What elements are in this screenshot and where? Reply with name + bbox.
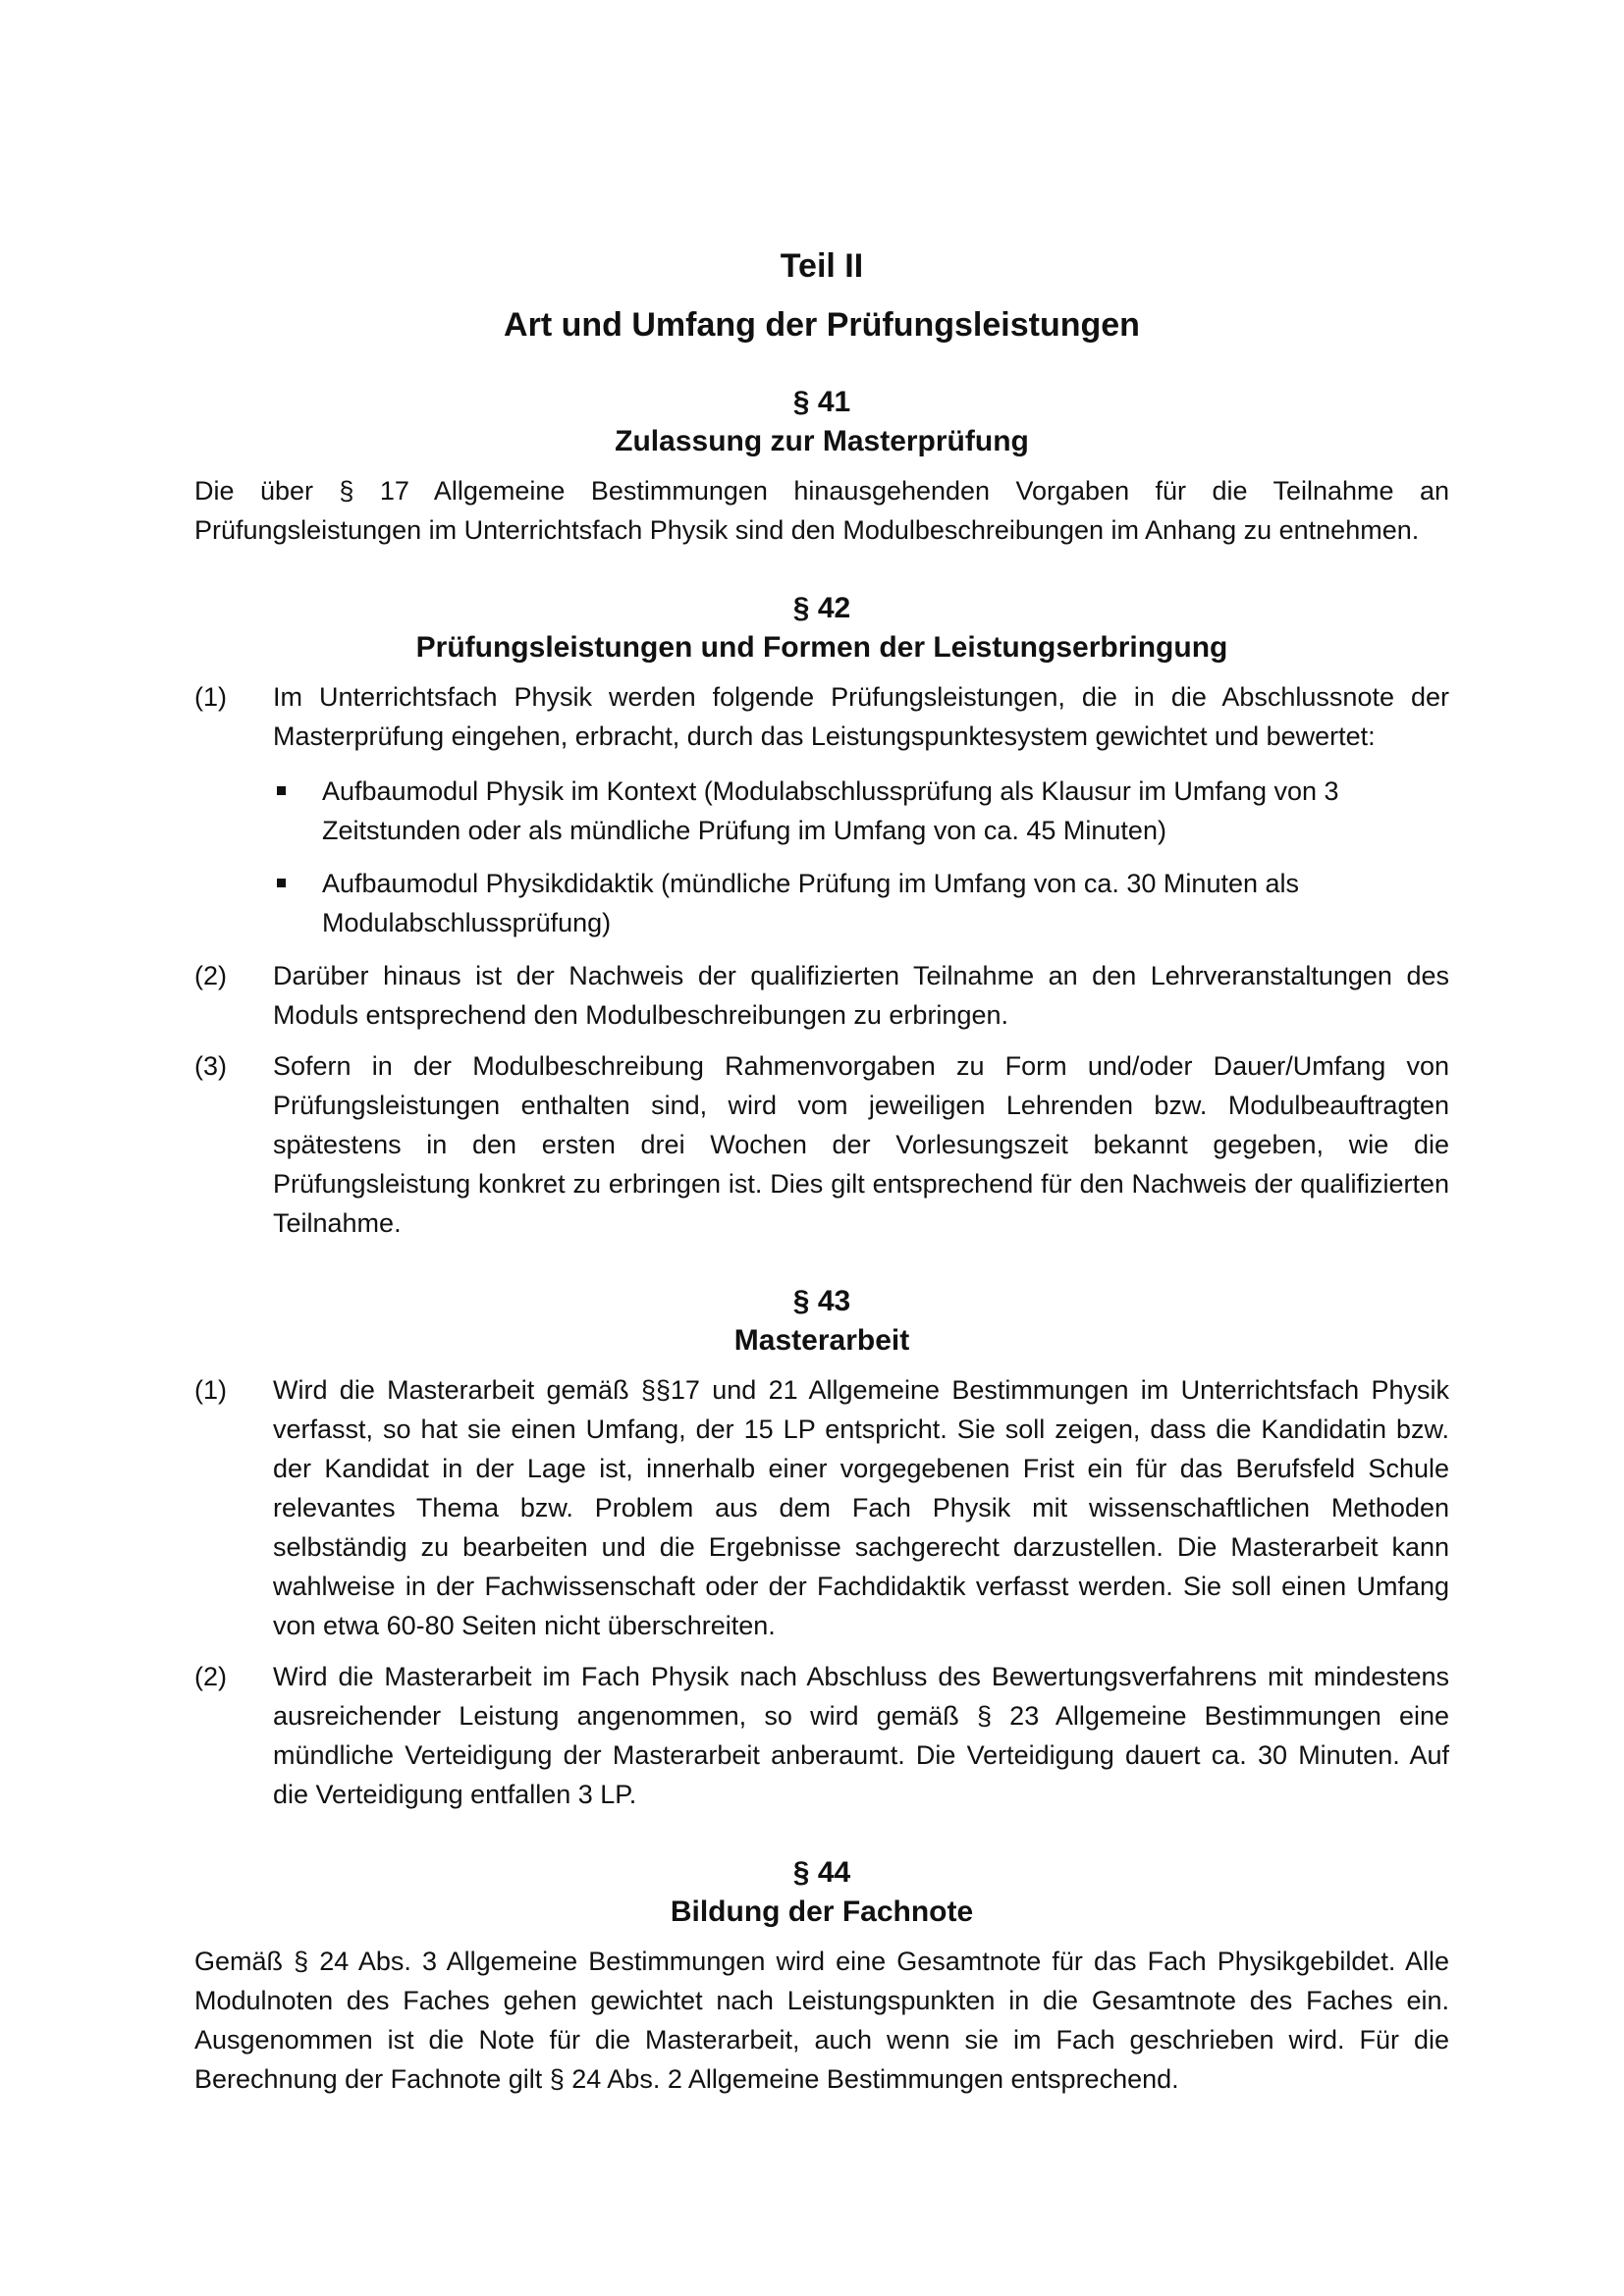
item-number: (2) — [194, 1662, 227, 1691]
section-title: Prüfungsleistungen und Formen der Leistungserbringung — [415, 631, 1228, 664]
bullet-item — [273, 864, 1449, 942]
item-text: Darüber hinaus ist der Nachweis der qualifizierten Teilnahme an den Lehrveranstaltungen des Moduls entsprechend den Modulbeschreibungen zu erbringen. — [273, 961, 1449, 1030]
section-42 — [194, 589, 1449, 1243]
numbered-list — [194, 677, 1449, 756]
document-page — [194, 245, 1449, 2099]
section-title: Zulassung zur Masterprüfung — [615, 425, 1029, 457]
section-paragraph: Die über § 17 Allgemeine Bestimmungen hinausgehenden Vorgaben für die Teilnahme an Prüfungsleistungen im Unterrichtsfach Physik sind den Modulbeschreibungen im Anhang zu entnehmen. — [194, 476, 1449, 545]
section-41 — [194, 383, 1449, 550]
numbered-list — [194, 956, 1449, 1243]
list-item — [194, 677, 1449, 756]
section-number: § 43 — [792, 1285, 851, 1317]
item-text: Wird die Masterarbeit im Fach Physik nach Abschluss des Bewertungsverfahrens mit mindestens ausreichender Leistung angenommen, so wird gemäß § 23 Allgemeine Bestimmungen eine mündliche Verteidigung der Masterarbeit anberaumt. Die Verteidigung dauert ca. 30 Minuten. Auf die Verteidigung entfallen 3 LP. — [273, 1662, 1449, 1809]
item-number: (1) — [194, 1375, 227, 1405]
bullet-text: Aufbaumodul Physikdidaktik (mündliche Prüfung im Umfang von ca. 30 Minuten als Modulabschlussprüfung) — [322, 869, 1300, 937]
part-subtitle: Art und Umfang der Prüfungsleistungen — [504, 306, 1140, 344]
list-item — [194, 956, 1449, 1035]
item-text: Sofern in der Modulbeschreibung Rahmenvorgaben zu Form und/oder Dauer/Umfang von Prüfungsleistungen enthalten sind, wird vom jeweiligen Lehrenden bzw. Modulbeauftragten spätestens in den ersten drei Wochen der Vorlesungszeit bekannt gegeben, wie die Prüfungsleistung konkret zu erbringen ist. Dies gilt entsprechend für den Nachweis der qualifizierten Teilnahme. — [273, 1051, 1449, 1238]
section-title: Bildung der Fachnote — [670, 1896, 974, 1928]
list-item — [194, 1370, 1449, 1645]
item-number: (2) — [194, 961, 227, 990]
numbered-list — [194, 1370, 1449, 1814]
section-paragraph: Gemäß § 24 Abs. 3 Allgemeine Bestimmungen wird eine Gesamtnote für das Fach Physikgebildet. Alle Modulnoten des Faches gehen gewichtet nach Leistungspunkten in die Gesamtnote des Faches ein. Ausgenommen ist die Note für die Masterarbeit, auch wenn sie im Fach geschrieben wird. Für die Berechnung der Fachnote gilt § 24 Abs. 2 Allgemeine Bestimmungen entsprechend. — [194, 1947, 1449, 2094]
bullet-item — [273, 772, 1449, 850]
section-number: § 41 — [792, 386, 851, 418]
section-number: § 44 — [792, 1856, 851, 1889]
section-43 — [194, 1282, 1449, 1814]
square-bullet-icon — [273, 864, 322, 942]
section-number: § 42 — [792, 592, 851, 624]
item-text: Wird die Masterarbeit gemäß §§17 und 21 Allgemeine Bestimmungen im Unterrichtsfach Physik verfasst, so hat sie einen Umfang, der 15 LP entspricht. Sie soll zeigen, dass die Kandidatin bzw. der Kandidat in der Lage ist, innerhalb einer vorgegebenen Frist ein für das Berufsfeld Schule relevantes Thema bzw. Problem aus dem Fach Physik mit wissenschaftlichen Methoden selbständig zu bearbeiten und die Ergebnisse sachgerecht darzustellen. Die Masterarbeit kann wahlweise in der Fachwissenschaft oder der Fachdidaktik verfasst werden. Sie soll einen Umfang von etwa 60-80 Seiten nicht überschreiten. — [273, 1375, 1449, 1640]
bullet-list — [194, 772, 1449, 942]
section-44 — [194, 1853, 1449, 2099]
section-title: Masterarbeit — [733, 1324, 910, 1357]
item-number: (1) — [194, 682, 227, 712]
square-bullet-icon — [273, 772, 322, 850]
item-text: Im Unterrichtsfach Physik werden folgende Prüfungsleistungen, die in die Abschlussnote der Masterprüfung eingehen, erbracht, durch das Leistungspunktesystem gewichtet und bewertet: — [273, 682, 1449, 751]
item-number: (3) — [194, 1051, 227, 1081]
list-item — [194, 1046, 1449, 1243]
part-title: Teil II — [780, 247, 864, 285]
bullet-text: Aufbaumodul Physik im Kontext (Modulabschlussprüfung als Klausur im Umfang von 3 Zeitstunden oder als mündliche Prüfung im Umfang von ca. 45 Minuten) — [322, 776, 1339, 845]
list-item — [194, 1657, 1449, 1814]
